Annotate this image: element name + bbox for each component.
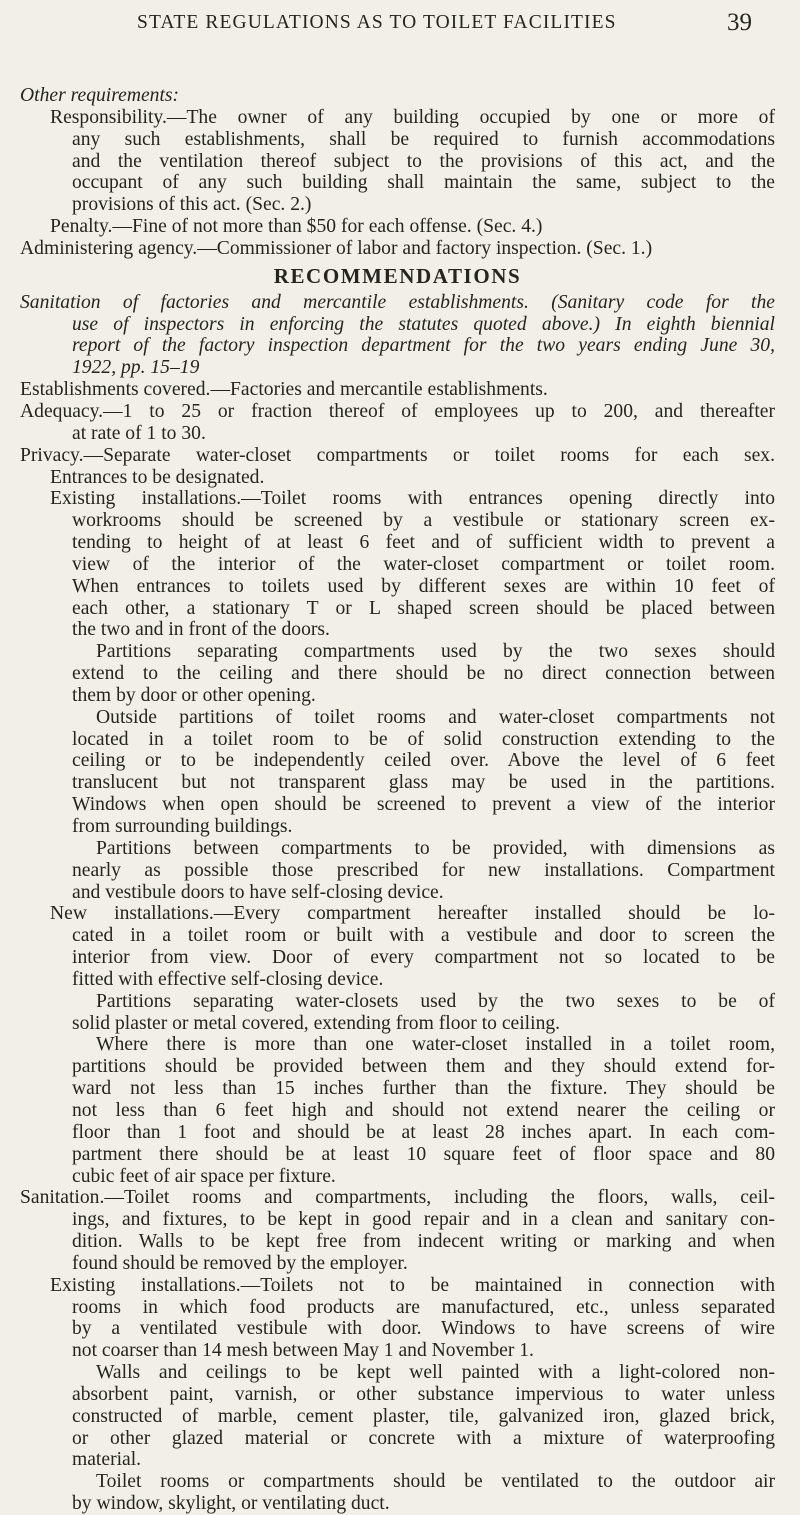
section-heading: RECOMMENDATIONS [273,263,522,288]
text-line: workrooms should be screened by a vestibule or stationary screen ex- [72,510,775,532]
text-line: cubic feet of air space per fixture. [72,1165,336,1187]
text-line: occupant of any such building shall maintain the same, subject to the [72,172,775,194]
text-line: New installations.—Every compartment hereafter installed should be lo- [50,903,775,925]
text-line: and vestibule doors to have self-closing device. [72,881,444,903]
text-line: Windows when open should be screened to prevent a view of the interior [72,794,775,816]
text-line: Outside partitions of toilet rooms and water-closet compartments not [96,706,775,728]
text-line: absorbent paint, varnish, or other substance impervious to water unless [72,1383,775,1405]
text-line: Existing installations.—Toilets not to be maintained in connection with [50,1274,775,1296]
text-line: 1922, pp. 15–19 [72,357,200,379]
text-line: translucent but not transparent glass may be used in the partitions. [72,772,775,794]
text-line: at rate of 1 to 30. [72,422,206,444]
text-line: any such establishments, shall be required to furnish accommodations [72,128,775,150]
text-line: Responsibility.—The owner of any building occupied by one or more of [50,106,775,128]
text-line: Partitions separating water-closets used by the two sexes to be of [96,990,775,1012]
text-line: Administering agency.—Commissioner of labor and factory inspection. (Sec. 1.) [20,237,653,259]
text-line: floor than 1 foot and should be at least 28 inches apart. In each com- [72,1121,775,1143]
text-line: view of the interior of the water-closet compartment or toilet room. [72,553,775,575]
text-line: by window, skylight, or ventilating duct. [72,1493,390,1515]
text-line: solid plaster or metal covered, extending from floor to ceiling. [72,1012,561,1034]
text-line: constructed of marble, cement plaster, tile, galvanized iron, glazed brick, [72,1405,775,1427]
text-line: report of the factory inspection department for the two years ending June 30, [72,335,775,357]
text-line: ward not less than 15 inches further than the fixture. They should be [72,1078,775,1100]
text-line: extend to the ceiling and there should be no direct connection between [72,663,775,685]
text-line: Penalty.—Fine of not more than $50 for each offense. (Sec. 4.) [50,216,543,238]
text-line: Partitions between compartments to be provided, with dimensions as [96,837,775,859]
text-line: located in a toilet room to be of solid construction extending to the [72,728,775,750]
text-line: found should be removed by the employer. [72,1252,408,1274]
text-line: material. [72,1449,142,1471]
text-line: not less than 6 feet high and should not extend nearer the ceiling or [72,1099,775,1121]
text-line: them by door or other opening. [72,684,316,706]
text-line: Walls and ceilings to be kept well painted with a light-colored non- [96,1362,775,1384]
text-line: When entrances to toilets used by different sexes are within 10 feet of [72,575,775,597]
text-line: each other, a stationary T or L shaped screen should be placed between [72,597,775,619]
text-line: interior from view. Door of every compartment not so located to be [72,947,775,969]
text-line: by a ventilated vestibule with door. Windows to have screens of wire [72,1318,775,1340]
text-line: Sanitation.—Toilet rooms and compartments, including the floors, walls, ceil- [20,1187,775,1209]
text-line: and the ventilation thereof subject to the provisions of this act, and the [72,150,775,172]
text-line: fitted with effective self-closing device. [72,968,384,990]
text-line: cated in a toilet room or built with a vestibule and door to screen the [72,925,775,947]
text-line: Privacy.—Separate water-closet compartments or toilet rooms for each sex. [20,444,775,466]
text-line: dition. Walls to be kept free from indecent writing or marking and when [72,1231,775,1253]
text-line: provisions of this act. (Sec. 2.) [72,194,312,216]
text-line: from surrounding buildings. [72,816,293,837]
text-line: ings, and fixtures, to be kept in good repair and in a clean and sanitary con- [72,1209,775,1231]
body-text [20,85,775,1515]
text-line: Where there is more than one water-closet installed in a toilet room, [96,1034,775,1056]
text-line: partment there should be at least 10 square feet of floor space and 80 [72,1143,775,1165]
text-line: ceiling or to be independently ceiled over. Above the level of 6 feet [72,750,775,772]
text-line: Establishments covered.—Factories and mercantile establishments. [20,379,548,401]
text-line: use of inspectors in enforcing the statutes quoted above.) In eighth biennial [72,313,775,335]
text-line: Toilet rooms or compartments should be ventilated to the outdoor air [96,1471,775,1493]
text-line: partitions should be provided between them and they should extend for- [72,1056,775,1078]
text-line: the two and in front of the doors. [72,619,330,641]
text-line: nearly as possible those prescribed for new installations. Compartment [72,859,775,881]
text-line: Other requirements: [20,85,180,106]
running-head-title: STATE REGULATIONS AS TO TOILET FACILITIES [137,12,617,33]
page-number: 39 [727,9,752,36]
text-line: or other glazed material or concrete with a mixture of waterproofing [72,1427,775,1449]
text-line: tending to height of at least 6 feet and of sufficient width to prevent a [72,532,775,554]
text-line: Existing installations.—Toilet rooms with entrances opening directly into [50,488,775,510]
text-line: rooms in which food products are manufactured, etc., unless separated [72,1296,775,1318]
text-line: not coarser than 14 mesh between May 1 and November 1. [72,1340,534,1362]
text-line: Sanitation of factories and mercantile establishments. (Sanitary code for the [20,291,775,313]
text-line: Adequacy.—1 to 25 or fraction thereof of employees up to 200, and thereafter [20,400,775,422]
running-head [20,0,775,44]
text-line: Entrances to be designated. [50,466,265,488]
text-line: Partitions separating compartments used by the two sexes should [96,641,775,663]
